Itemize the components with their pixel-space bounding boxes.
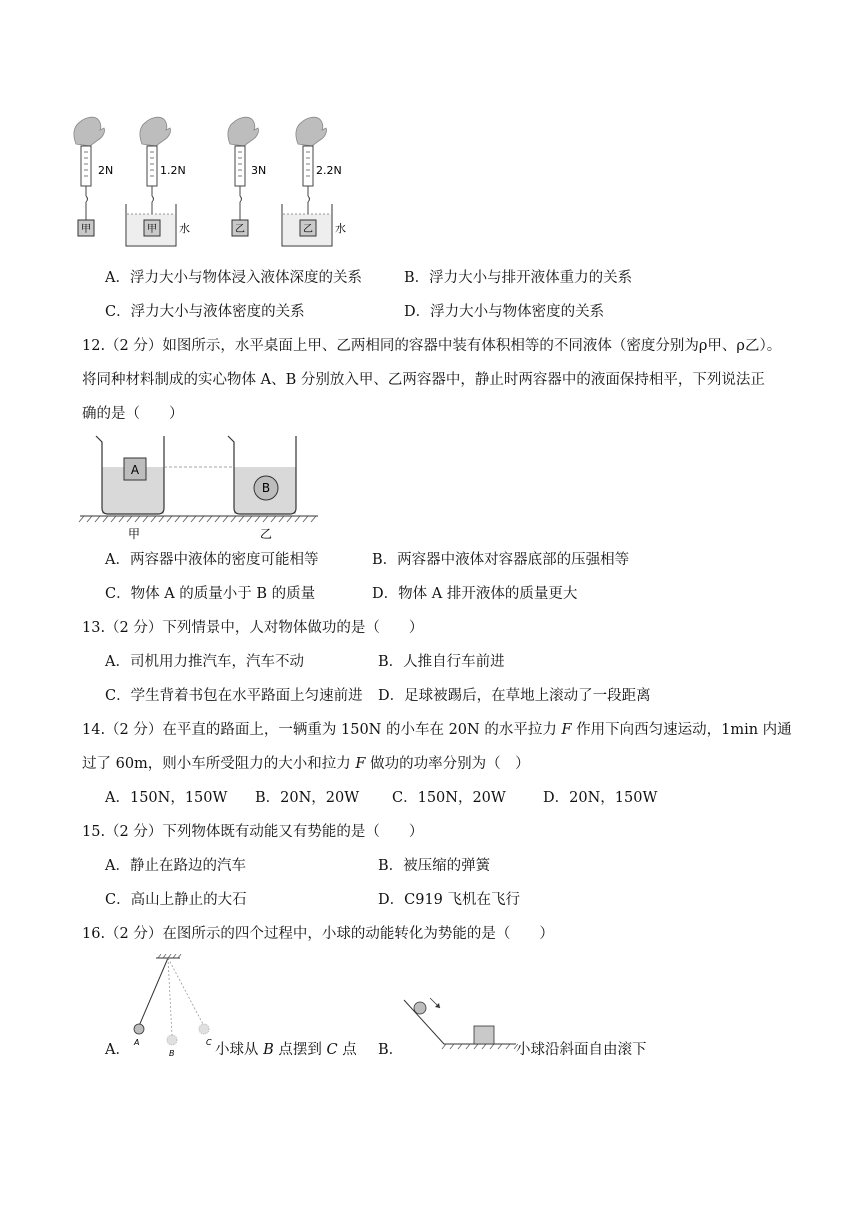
q14-stem-line-1: 14.（2 分）在平直的路面上，一辆重为 150N 的小车在 20N 的水平拉力 F 作用下向西匀速运动，1min 内通 [82, 722, 792, 738]
q13-option-a[interactable]: A．司机用力推汽车，汽车不动 [105, 654, 304, 670]
q11-option-b[interactable]: B．浮力大小与排开液体重力的关系 [404, 270, 633, 286]
q11-figure [70, 112, 370, 252]
container-yi-label: 乙 [260, 527, 273, 541]
q11-option-a[interactable]: A．浮力大小与物体浸入液体深度的关系 [105, 270, 362, 286]
q12-option-b[interactable]: B．两容器中液体对容器底部的压强相等 [372, 552, 630, 568]
object-a-label: A [130, 463, 140, 477]
q12-stem-line-1: 12.（2 分）如图所示，水平桌面上甲、乙两相同的容器中装有体积相等的不同液体（密度分别为ρ甲、ρ乙）。 [82, 338, 782, 354]
spring-scale-4 [282, 117, 346, 246]
q16-option-a-prefix[interactable]: A． [105, 1042, 130, 1058]
scale-reading: 2.2N [316, 164, 342, 177]
q15-option-b[interactable]: B．被压缩的弹簧 [378, 858, 491, 874]
q12-stem-line-3: 确的是（ ） [82, 406, 184, 422]
q11-option-c[interactable]: C．浮力大小与液体密度的关系 [105, 304, 305, 320]
q16-option-b-text[interactable]: 小球沿斜面自由滚下 [516, 1042, 647, 1058]
q14-option-b[interactable]: B．20N，20W [255, 790, 360, 806]
water-label: 水 [179, 222, 190, 235]
q13-option-b[interactable]: B．人推自行车前进 [378, 654, 505, 670]
block-label: 乙 [235, 224, 245, 235]
q14-stem-line-2: 过了 60m，则小车所受阻力的大小和拉力 F 做功的功率分别为（ ） [82, 756, 530, 772]
q15-stem: 15.（2 分）下列物体既有动能又有势能的是（ ） [82, 824, 424, 840]
q16-option-a-text[interactable]: 小球从 B 点摆到 C 点 [215, 1042, 357, 1058]
block-label: 乙 [303, 224, 313, 235]
spring-scale-3 [228, 117, 266, 236]
q16-pendulum-figure [126, 954, 220, 1060]
container-jia-label: 甲 [128, 527, 141, 541]
q16-incline-figure [398, 992, 518, 1052]
q15-option-a[interactable]: A．静止在路边的汽车 [105, 858, 246, 874]
scale-reading: 1.2N [160, 164, 186, 177]
q12-option-d[interactable]: D．物体 A 排开液体的质量更大 [372, 586, 578, 602]
q13-stem: 13.（2 分）下列情景中，人对物体做功的是（ ） [82, 620, 424, 636]
svg-text:A: A [134, 1038, 140, 1047]
spring-scale-1 [74, 117, 113, 236]
q14-option-c[interactable]: C．150N，20W [392, 790, 506, 806]
q13-option-c[interactable]: C．学生背着书包在水平路面上匀速前进 [105, 688, 363, 704]
q15-option-c[interactable]: C．高山上静止的大石 [105, 892, 247, 908]
svg-text:C: C [206, 1038, 212, 1047]
q14-option-d[interactable]: D．20N，150W [543, 790, 658, 806]
svg-text:B: B [169, 1049, 175, 1058]
spring-scale-2 [126, 117, 190, 246]
variable-f: F [355, 756, 366, 772]
object-b-label: B [261, 481, 271, 495]
q12-option-c[interactable]: C．物体 A 的质量小于 B 的质量 [105, 586, 316, 602]
block-label: 甲 [147, 224, 157, 235]
q16-option-b-prefix[interactable]: B． [378, 1042, 404, 1058]
q16-stem: 16.（2 分）在图所示的四个过程中，小球的动能转化为势能的是（ ） [82, 926, 554, 942]
q13-option-d[interactable]: D．足球被踢后，在草地上滚动了一段距离 [378, 688, 651, 704]
q15-option-d[interactable]: D．C919 飞机在飞行 [378, 892, 521, 908]
scale-reading: 3N [251, 164, 267, 177]
variable-f: F [561, 722, 572, 738]
q12-stem-line-2: 将同种材料制成的实心物体 A、B 分别放入甲、乙两容器中，静止时两容器中的液面保持相平，下列说法正 [82, 372, 765, 388]
q14-option-a[interactable]: A．150N，150W [105, 790, 228, 806]
q12-figure [78, 430, 328, 542]
block-label: 甲 [81, 224, 91, 235]
water-label: 水 [335, 222, 346, 235]
q12-option-a[interactable]: A．两容器中液体的密度可能相等 [105, 552, 319, 568]
scale-reading: 2N [98, 164, 114, 177]
q11-option-d[interactable]: D．浮力大小与物体密度的关系 [404, 304, 605, 320]
